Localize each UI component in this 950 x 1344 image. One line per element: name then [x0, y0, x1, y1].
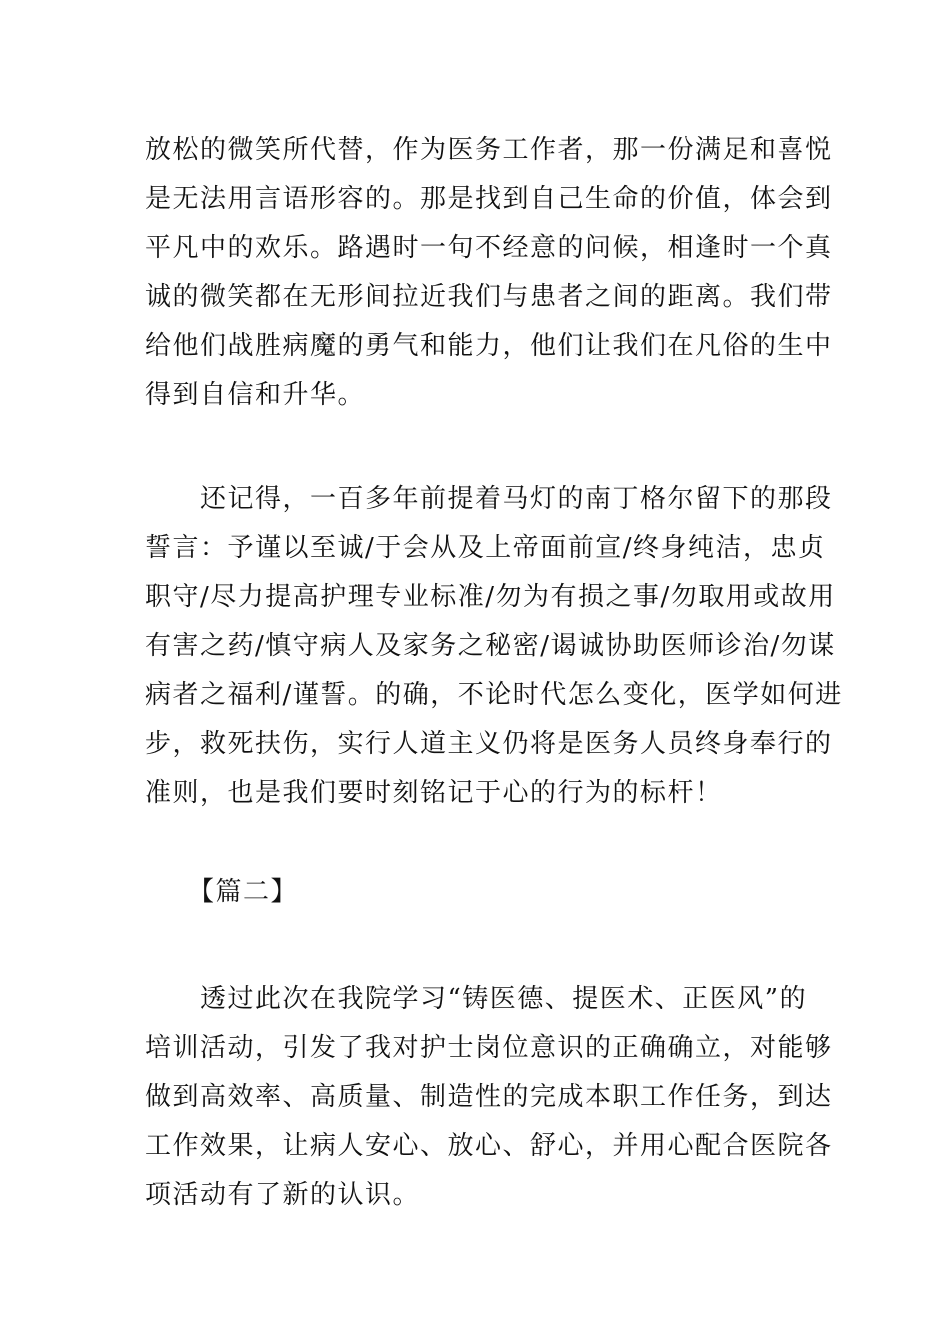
- paragraph-2: [145, 475, 843, 818]
- text-line: 工作效果，让病人安心、放心、舒心，并用心配合医院各: [145, 1131, 833, 1161]
- text-line: 诚的微笑都在无形间拉近我们与患者之间的距离。我们带: [145, 282, 833, 312]
- text-line: 准则，也是我们要时刻铭记于心的行为的标杆！: [145, 778, 723, 808]
- paragraph-1: [145, 126, 833, 420]
- text-line: 步，救死扶伤，实行人道主义仍将是医务人员终身奉行的: [145, 729, 833, 759]
- text-line: 放松的微笑所代替，作为医务工作者，那一份满足和喜悦: [145, 135, 833, 165]
- text-line: 得到自信和升华。: [145, 380, 366, 410]
- section-heading: 【篇二】: [188, 877, 299, 907]
- text-line: 项活动有了新的认识。: [145, 1180, 421, 1210]
- text-line: 还记得，一百多年前提着马灯的南丁格尔留下的那段: [145, 484, 833, 514]
- text-line: 职守/尽力提高护理专业标准/勿为有损之事/勿取用或故用: [145, 582, 836, 612]
- text-line: 做到高效率、高质量、制造性的完成本职工作任务，到达: [145, 1082, 833, 1112]
- text-line: 有害之药/慎守病人及家务之秘密/谒诚协助医师诊治/勿谋: [145, 631, 836, 661]
- text-line: 给他们战胜病魔的勇气和能力，他们让我们在凡俗的生中: [145, 331, 833, 361]
- text-line: 平凡中的欢乐。路遇时一句不经意的问候，相逢时一个真: [145, 233, 833, 263]
- text-line: 誓言：予谨以至诚/于会从及上帝面前宣/终身纯洁，忠贞: [145, 533, 826, 563]
- text-line: 是无法用言语形容的。那是找到自己生命的价值，体会到: [145, 184, 833, 214]
- text-line: 培训活动，引发了我对护士岗位意识的正确确立，对能够: [145, 1033, 833, 1063]
- paragraph-3: [145, 975, 833, 1220]
- text-line: 病者之福利/谨誓。的确，不论时代怎么变化，医学如何进: [145, 680, 843, 710]
- text-line: 透过此次在我院学习“铸医德、提医术、正医风”的: [145, 984, 808, 1014]
